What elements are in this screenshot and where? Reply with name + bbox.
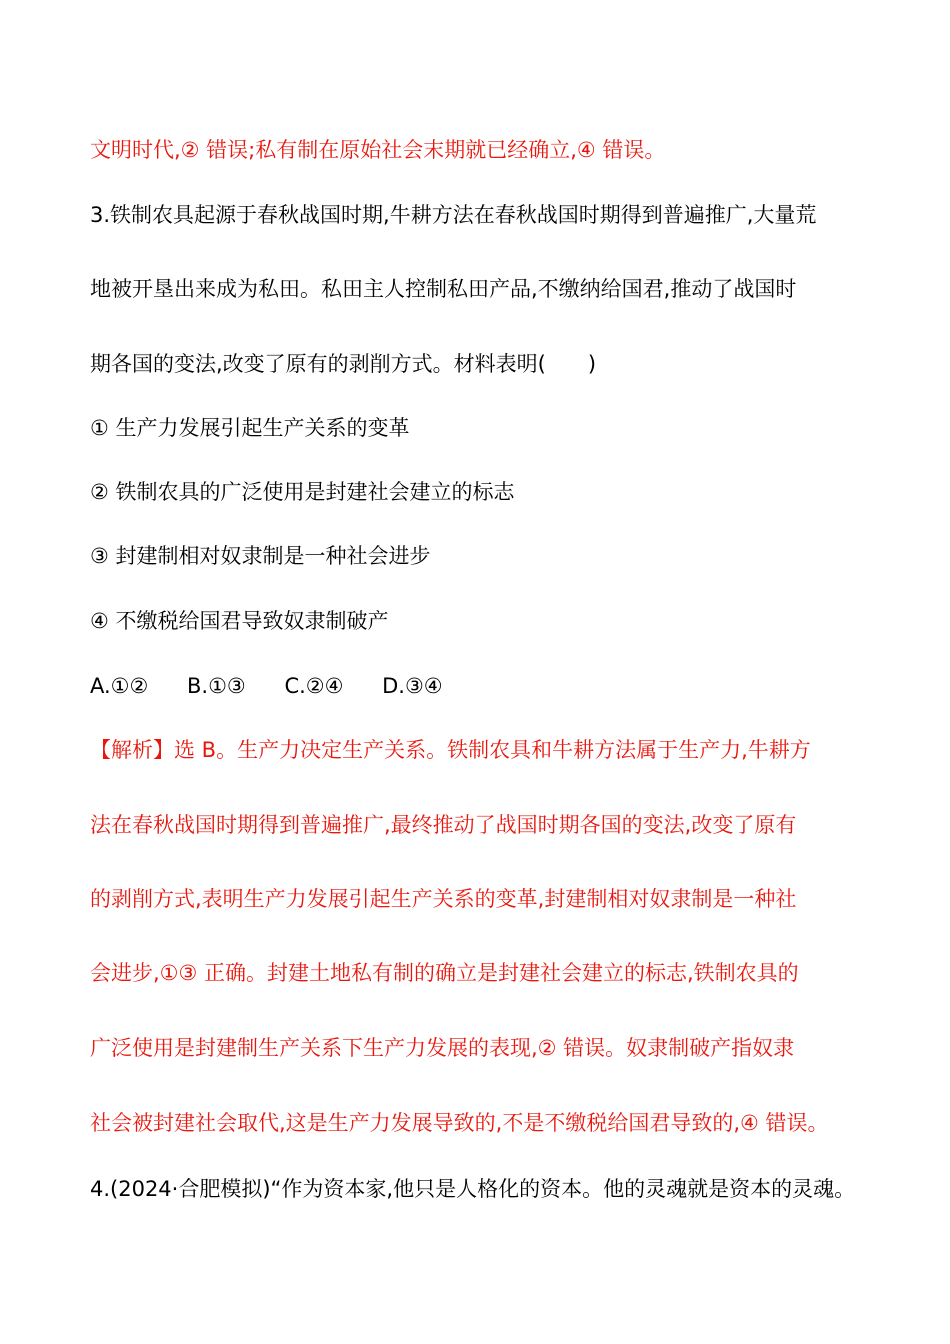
option-c: C.②④	[284, 674, 344, 698]
q3-stem-line-1: 3.铁制农具起源于春秋战国时期,牛耕方法在春秋战国时期得到普遍推广,大量荒	[90, 203, 817, 227]
q3-analysis-line-1: 【解析】选 B。生产力决定生产关系。铁制农具和牛耕方法属于生产力,牛耕方	[90, 738, 811, 762]
q3-analysis-line-5: 广泛使用是封建制生产关系下生产力发展的表现,② 错误。奴隶制破产指奴隶	[90, 1036, 795, 1060]
q3-options	[90, 671, 475, 701]
q3-analysis-line-3: 的剥削方式,表明生产力发展引起生产关系的变革,封建制相对奴隶制是一种社	[90, 887, 797, 911]
q3-statement-3: ③ 封建制相对奴隶制是一种社会进步	[90, 544, 431, 568]
q3-stem-line-2: 地被开垦出来成为私田。私田主人控制私田产品,不缴纳给国君,推动了战国时	[90, 277, 797, 301]
q3-statement-1: ① 生产力发展引起生产关系的变革	[90, 416, 410, 440]
q3-stem-line-3: 期各国的变法,改变了原有的剥削方式。材料表明( )	[90, 352, 597, 376]
option-b: B.①③	[187, 674, 246, 698]
q3-statement-4: ④ 不缴税给国君导致奴隶制破产	[90, 609, 389, 633]
q4-stem-line-1: 4.(2024·合肥模拟)“作为资本家,他只是人格化的资本。他的灵魂就是资本的灵魂。	[90, 1177, 856, 1201]
q3-analysis-line-6: 社会被封建社会取代,这是生产力发展导致的,不是不缴税给国君导致的,④ 错误。	[90, 1111, 829, 1135]
q3-statement-2: ② 铁制农具的广泛使用是封建社会建立的标志	[90, 480, 515, 504]
option-a: A.①②	[90, 674, 149, 698]
q3-analysis-line-4: 会进步,①③ 正确。封建土地私有制的确立是封建社会建立的标志,铁制农具的	[90, 961, 799, 985]
prev-analysis-tail: 文明时代,② 错误;私有制在原始社会末期就已经确立,④ 错误。	[90, 138, 666, 162]
option-d: D.③④	[382, 674, 443, 698]
q3-analysis-line-2: 法在春秋战国时期得到普遍推广,最终推动了战国时期各国的变法,改变了原有	[90, 813, 797, 837]
